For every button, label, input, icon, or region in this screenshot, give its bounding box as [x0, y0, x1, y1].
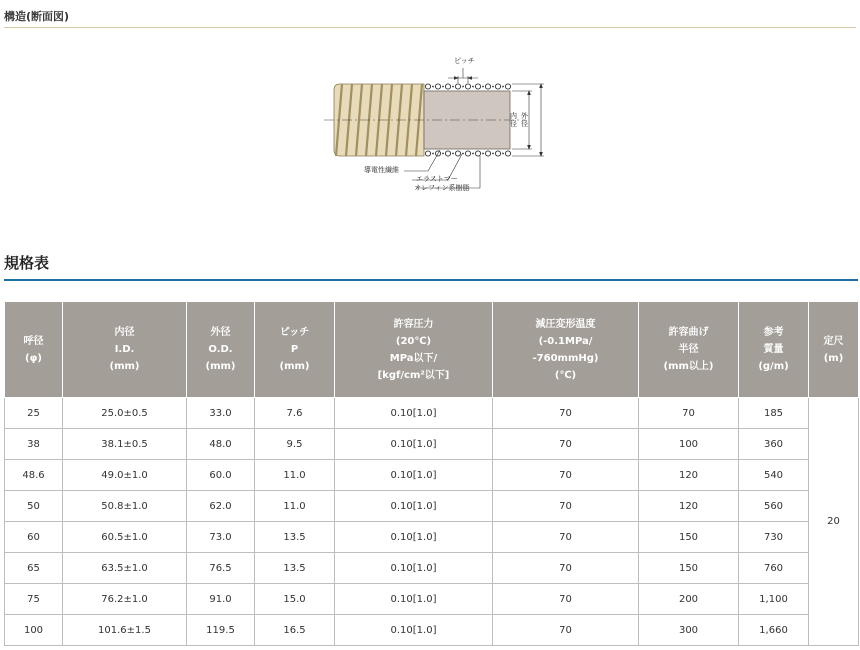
cell-bend-radius: 150	[639, 553, 739, 584]
col-header-outer-dia: 外径 O.D. (mm)	[187, 302, 255, 398]
cell-nominal: 65	[5, 553, 63, 584]
cell-bend-radius: 120	[639, 491, 739, 522]
spec-heading-rule	[4, 279, 858, 281]
cell-bend-radius: 300	[639, 615, 739, 646]
cell-outer-dia: 76.5	[187, 553, 255, 584]
cell-outer-dia: 73.0	[187, 522, 255, 553]
cell-inner-dia: 63.5±1.0	[63, 553, 187, 584]
cell-pitch: 16.5	[255, 615, 335, 646]
cell-pressure: 0.10[1.0]	[335, 584, 493, 615]
hose-cross-section-diagram	[320, 54, 560, 204]
cell-deform-temp: 70	[493, 522, 639, 553]
col-header-deform-temp: 減圧変形温度 (-0.1MPa/ -760mmHg) (℃)	[493, 302, 639, 398]
table-row	[5, 491, 859, 522]
col-header-pressure: 許容圧力 (20℃) MPa以下/ [kgf/cm²以下]	[335, 302, 493, 398]
cell-nominal: 50	[5, 491, 63, 522]
cell-outer-dia: 91.0	[187, 584, 255, 615]
cell-bend-radius: 150	[639, 522, 739, 553]
cell-bend-radius: 120	[639, 460, 739, 491]
cell-weight: 1,660	[739, 615, 809, 646]
col-header-nominal: 呼径 (φ)	[5, 302, 63, 398]
inner-diameter-label: 内径	[510, 112, 517, 128]
cell-pressure: 0.10[1.0]	[335, 491, 493, 522]
cell-weight: 760	[739, 553, 809, 584]
olefin-resin-label: オレフィン系樹脂	[414, 184, 470, 192]
col-header-weight: 参考 質量 (g/m)	[739, 302, 809, 398]
cell-deform-temp: 70	[493, 553, 639, 584]
cell-weight: 560	[739, 491, 809, 522]
structure-heading: 構造(断面図)	[4, 10, 70, 23]
table-row	[5, 460, 859, 491]
cell-weight: 185	[739, 398, 809, 429]
cell-bend-radius: 200	[639, 584, 739, 615]
cell-deform-temp: 70	[493, 491, 639, 522]
col-header-pitch: ピッチ P (mm)	[255, 302, 335, 398]
structure-heading-rule	[4, 27, 856, 28]
cell-inner-dia: 101.6±1.5	[63, 615, 187, 646]
spec-table-heading: 規格表	[4, 254, 50, 272]
cell-nominal: 38	[5, 429, 63, 460]
conductive-fiber-label: 導電性繊維	[364, 166, 399, 174]
cell-standard-length: 20	[809, 398, 859, 646]
table-row	[5, 522, 859, 553]
top-wall-beads	[425, 84, 510, 89]
cell-pitch: 15.0	[255, 584, 335, 615]
cell-nominal: 100	[5, 615, 63, 646]
cell-pressure: 0.10[1.0]	[335, 615, 493, 646]
col-header-length: 定尺 (m)	[809, 302, 859, 398]
table-row	[5, 584, 859, 615]
cell-pitch: 7.6	[255, 398, 335, 429]
cell-nominal: 48.6	[5, 460, 63, 491]
cell-outer-dia: 60.0	[187, 460, 255, 491]
cell-nominal: 75	[5, 584, 63, 615]
outer-diameter-label: 外径	[521, 112, 528, 128]
cell-bend-radius: 100	[639, 429, 739, 460]
table-row	[5, 429, 859, 460]
table-row	[5, 553, 859, 584]
cell-outer-dia: 119.5	[187, 615, 255, 646]
pitch-label: ピッチ	[454, 57, 475, 65]
cell-inner-dia: 38.1±0.5	[63, 429, 187, 460]
cell-outer-dia: 62.0	[187, 491, 255, 522]
cell-pressure: 0.10[1.0]	[335, 553, 493, 584]
table-row	[5, 398, 859, 429]
col-header-inner-dia: 内径 I.D. (mm)	[63, 302, 187, 398]
cell-weight: 540	[739, 460, 809, 491]
cell-deform-temp: 70	[493, 615, 639, 646]
col-header-bend-radius: 許容曲げ 半径 (mm以上)	[639, 302, 739, 398]
cell-pressure: 0.10[1.0]	[335, 429, 493, 460]
cell-bend-radius: 70	[639, 398, 739, 429]
cell-inner-dia: 50.8±1.0	[63, 491, 187, 522]
cell-outer-dia: 48.0	[187, 429, 255, 460]
cell-weight: 730	[739, 522, 809, 553]
cell-pitch: 13.5	[255, 553, 335, 584]
spec-table	[4, 301, 859, 646]
table-row	[5, 615, 859, 646]
cell-pitch: 13.5	[255, 522, 335, 553]
cell-weight: 360	[739, 429, 809, 460]
elastomer-label: エラストマー	[416, 175, 458, 183]
cell-deform-temp: 70	[493, 460, 639, 491]
cell-outer-dia: 33.0	[187, 398, 255, 429]
header-row	[5, 302, 859, 398]
cell-pressure: 0.10[1.0]	[335, 398, 493, 429]
cell-deform-temp: 70	[493, 584, 639, 615]
cell-inner-dia: 49.0±1.0	[63, 460, 187, 491]
cell-weight: 1,100	[739, 584, 809, 615]
pitch-dimension	[448, 68, 478, 83]
cell-deform-temp: 70	[493, 429, 639, 460]
cell-inner-dia: 25.0±0.5	[63, 398, 187, 429]
cell-pitch: 9.5	[255, 429, 335, 460]
cell-nominal: 60	[5, 522, 63, 553]
cell-deform-temp: 70	[493, 398, 639, 429]
cell-pressure: 0.10[1.0]	[335, 522, 493, 553]
cell-inner-dia: 60.5±1.0	[63, 522, 187, 553]
cell-inner-dia: 76.2±1.0	[63, 584, 187, 615]
cell-pitch: 11.0	[255, 460, 335, 491]
cell-nominal: 25	[5, 398, 63, 429]
cell-pressure: 0.10[1.0]	[335, 460, 493, 491]
cell-pitch: 11.0	[255, 491, 335, 522]
